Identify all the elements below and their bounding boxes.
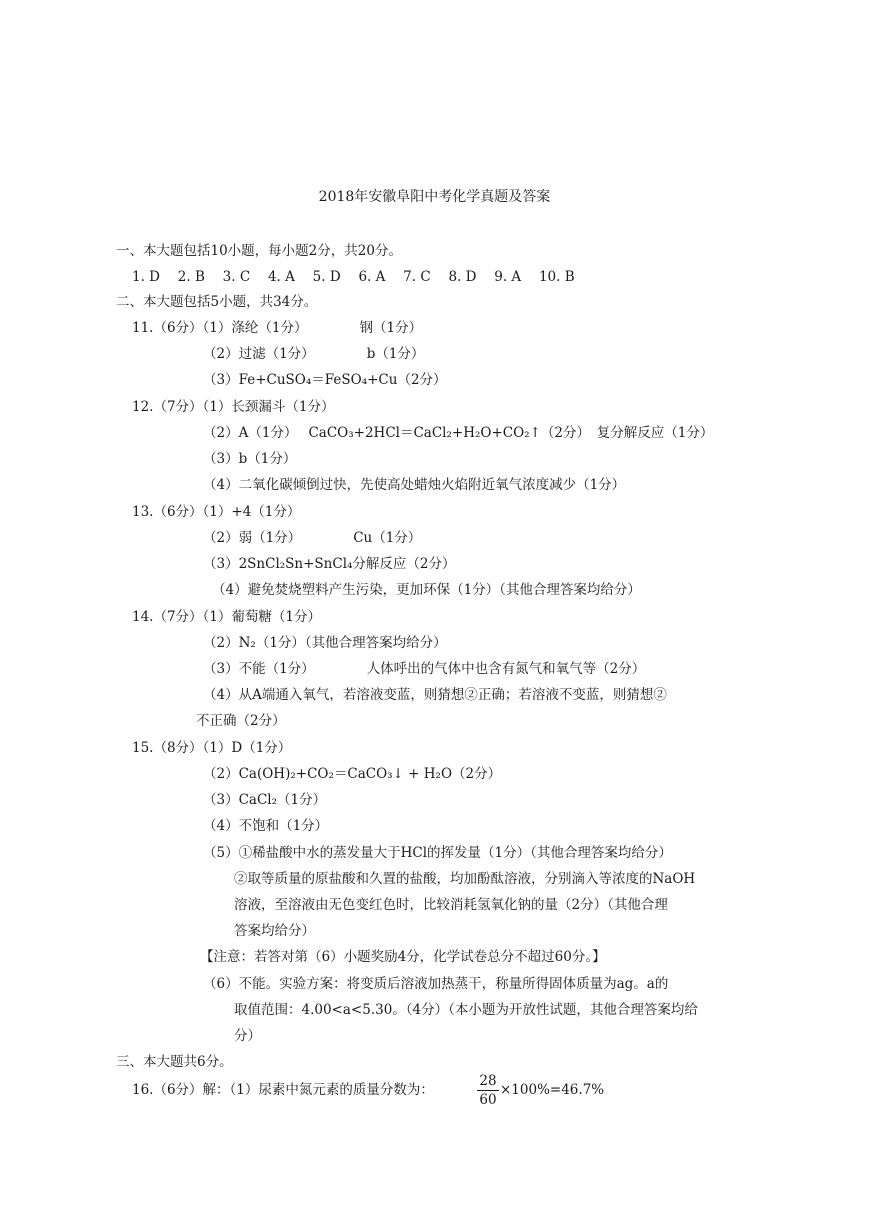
q12-line-3: （3）b（1分）: [203, 451, 297, 467]
q13-part-2b: Cu（1分）: [353, 530, 422, 546]
q15-line-10: 取值范围：4.00<a<5.30。（4分）（本小题为开放性试题，其他合理答案均给: [234, 1002, 698, 1018]
q14-part-3: （3）不能（1分）: [203, 661, 315, 677]
q16-line-1: 16.（6分）解：（1）尿素中氮元素的质量分数为：: [132, 1082, 434, 1098]
q15-line-2: （2）Ca(OH)₂+CO₂＝CaCO₃↓ + H₂O（2分）: [203, 766, 502, 782]
q13-line-3: （3）2SnCl₂Sn+SnCl₄分解反应（2分）: [203, 556, 456, 572]
q12-line-4: （4）二氧化碳倾倒过快，先使高处蜡烛火焰附近氧气浓度减少（1分）: [203, 477, 626, 493]
q15-line-9: （6）不能。实验方案：将变质后溶液加热蒸干，称量所得固体质量为ag。a的: [203, 976, 669, 992]
q11-line-3: （3）Fe+CuSO₄＝FeSO₄+Cu（2分）: [203, 372, 447, 388]
q13-part-2: （2）弱（1分）: [203, 530, 302, 546]
section-1-heading: 一、本大题包括10小题，每小题2分，共20分。: [116, 243, 402, 259]
q11-line-1: [132, 319, 422, 337]
q11-part-1b: 钢（1分）: [359, 320, 423, 336]
q11-line-2: [203, 345, 424, 363]
q12-line-1: 12.（7分）（1）长颈漏斗（1分）: [132, 399, 335, 415]
section-3-heading: 三、本大题共6分。: [116, 1054, 233, 1070]
q14-line-5: 不正确（2分）: [196, 713, 286, 729]
document-title: 2018年安徽阜阳中考化学真题及答案: [318, 189, 551, 205]
mass-fraction: [477, 1073, 499, 1108]
q16-result: ×100%=46.7%: [500, 1082, 605, 1098]
q11-part-2b: b（1分）: [366, 346, 425, 362]
q15-line-6: ②取等质量的原盐酸和久置的盐酸，均加酚酞溶液，分别滴入等浓度的NaOH: [234, 871, 696, 887]
fraction-numerator: 28: [479, 1073, 497, 1089]
q13-line-2: [203, 529, 421, 547]
q15-line-1: 15.（8分）（1）D（1分）: [132, 740, 292, 756]
q15-line-5: （5）①稀盐酸中水的蒸发量大于HCl的挥发量（1分）（其他合理答案均给分）: [203, 845, 672, 861]
q11-part-2: （2）过滤（1分）: [203, 346, 315, 362]
fraction-denominator: 60: [479, 1092, 497, 1108]
q13-line-1: 13.（6分）（1）+4（1分）: [132, 504, 301, 520]
q14-part-3b: 人体呼出的气体中也含有氮气和氧气等（2分）: [366, 661, 646, 677]
q15-line-8: 答案均给分）: [234, 923, 315, 939]
section-2-heading: 二、本大题包括5小题，共34分。: [116, 294, 318, 310]
q12-line-2: （2）A（1分） CaCO₃+2HCl＝CaCl₂+H₂O+CO₂↑（2分） 复分解反应（1分）: [203, 425, 714, 441]
q14-line-3: [203, 660, 645, 678]
fraction-bar: [477, 1090, 499, 1091]
q14-line-4: （4）从A端通入氧气，若溶液变蓝，则猜想②正确；若溶液不变蓝，则猜想②: [203, 687, 667, 703]
q14-line-1: 14.（7分）（1）葡萄糖（1分）: [132, 609, 321, 625]
q15-line-3: （3）CaCl₂（1分）: [203, 792, 327, 808]
q11-part-1: 11.（6分）（1）涤纶（1分）: [132, 320, 308, 336]
q15-line-11: 分）: [234, 1028, 261, 1044]
q14-line-2: （2）N₂（1分）（其他合理答案均给分）: [203, 635, 447, 651]
q15-bonus-note: 【注意：若答对第（6）小题奖励4分，化学试卷总分不超过60分。】: [200, 949, 606, 965]
q13-line-4: （4）避免焚烧塑料产生污染，更加环保（1分）（其他合理答案均给分）: [212, 582, 641, 598]
q15-line-4: （4）不饱和（1分）: [203, 818, 329, 834]
section-1-answers: 1. D 2. B 3. C 4. A 5. D 6. A 7. C 8. D 9. A 10. B: [132, 269, 575, 285]
q15-line-7: 溶液，至溶液由无色变红色时，比较消耗氢氧化钠的量（2分）（其他合理: [234, 897, 668, 913]
